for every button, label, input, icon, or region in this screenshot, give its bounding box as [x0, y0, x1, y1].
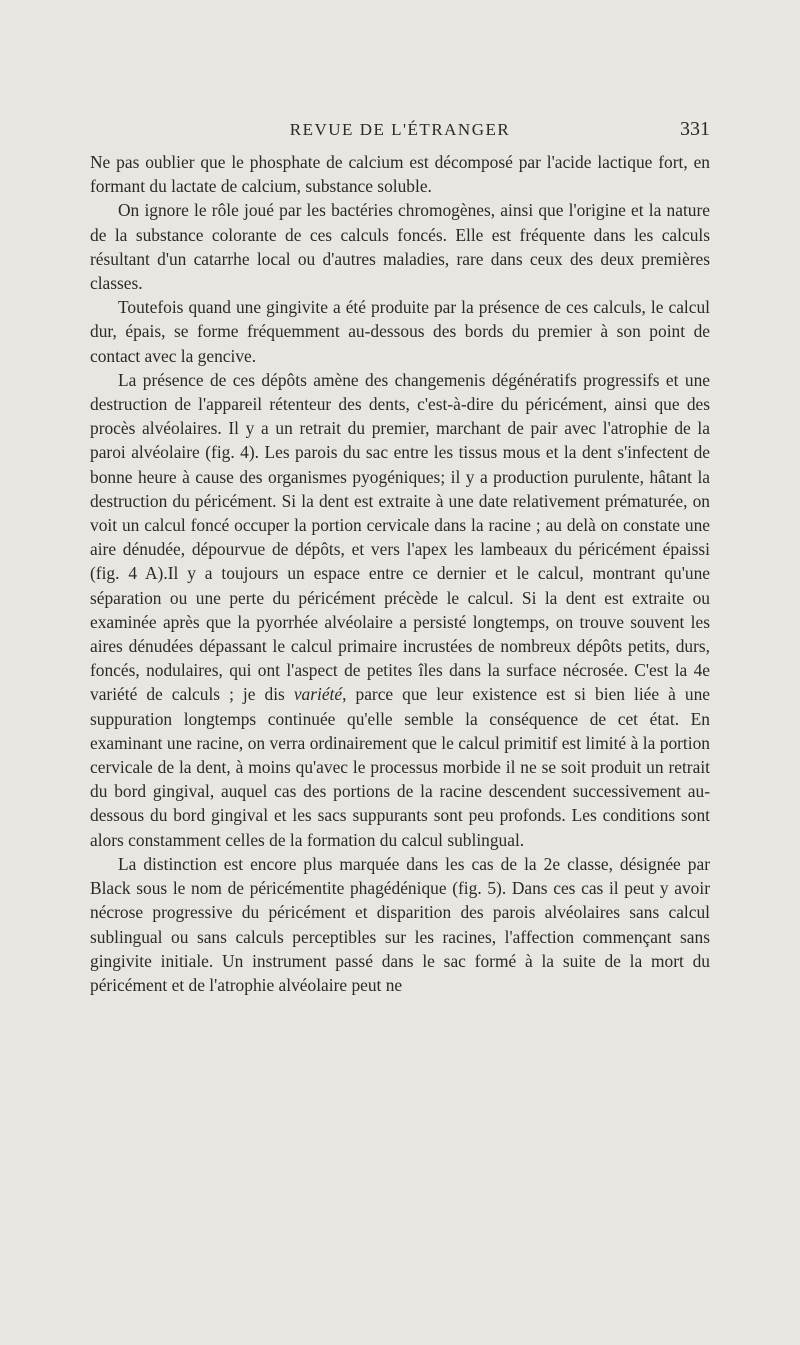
- paragraph-1: Ne pas oublier que le phosphate de calcium est décomposé par l'acide lactique fort, en formant du lactate de calcium, substance soluble.: [90, 152, 710, 197]
- paragraph-3: Toutefois quand une gingivite a été produite par la présence de ces calculs, le calcul dur, épais, se forme fréquemment au-dessous des bords du premier à son point de contact avec la gencive.: [90, 297, 710, 366]
- paragraph-5: La distinction est encore plus marquée dans les cas de la 2e classe, désignée par Black sous le nom de péricémentite phagédénique (fig. 5). Dans ces cas il peut y avoir nécrose progressive du péricément et disparition des parois alvéolaires sans calcul sublingual ou sans calculs perceptibles sur les racines, l'affection commençant sans gingivite initiale. Un instrument passé dans le sac formé à la suite de la mort du péricément et de l'atrophie alvéolaire peut ne: [90, 853, 710, 995]
- paragraph-4-part-1: La présence de ces dépôts amène des changemenis dégénératifs progressifs et une destruction de l'appareil rétenteur des dents, c'est-à-dire du péricément, ainsi que des procès alvéolaires. Il y a un retrait du premier, marchant de pair avec l'atrophie de la paroi alvéolaire (fig. 4). Les parois du sac entre les tissus mous et la dent s'infectent de bonne heure à cause des organismes pyogéniques; il y a production purulente, hâtant la destruction du péricément. Si la dent est extraite à une date relativement prématurée, on voit un calcul foncé occuper la portion cervicale dans la racine ; au delà on constate une aire dénudée, dépourvue de dépôts, et vers l'apex les lambeaux du péricément épaissi (fig. 4 A).Il y a toujours un espace entre ce dernier et le calcul, montrant qu'une séparation ou une perte du péricément précède le calcul. Si la dent est extraite ou examinée après que la pyorrhée alvéolaire a persisté longtemps, on trouve souvent les aires dénudées dépassant le calcul primaire incrustées de nombreux dépôts petits, durs, foncés, nodulaires, qui ont l'aspect de petites îles dans la surface nécrosée. C'est la 4e variété de calculs ; je dis: [90, 369, 710, 705]
- page-number: 331: [680, 118, 710, 140]
- italic-term: variété: [293, 684, 343, 705]
- body-text: [90, 150, 710, 997]
- paragraph-4: [90, 368, 710, 852]
- running-head: [90, 118, 710, 144]
- running-title: REVUE DE L'ÉTRANGER: [289, 120, 511, 139]
- paragraph-4-part-2: , parce que leur existence est si bien liée à une suppuration longtemps continuée qu'elle semble la conséquence de cet état. En examinant une racine, on verra ordinairement que le calcul primitif est limité à la portion cervicale de la dent, à moins qu'avec le processus morbide il ne se soit produit un retrait du bord gingival, auquel cas des portions de la racine descendent successivement au-dessous du bord gingival et les sacs suppurants sont peu profonds. Les conditions sont alors constamment celles de la formation du calcul sublingual.: [90, 684, 710, 850]
- paragraph-2: On ignore le rôle joué par les bactéries chromogènes, ainsi que l'origine et la nature de la substance colorante de ces calculs foncés. Elle est fréquente dans les calculs résultant d'un catarrhe local ou d'autres maladies, rare dans ceux des deux premières classes.: [90, 200, 710, 294]
